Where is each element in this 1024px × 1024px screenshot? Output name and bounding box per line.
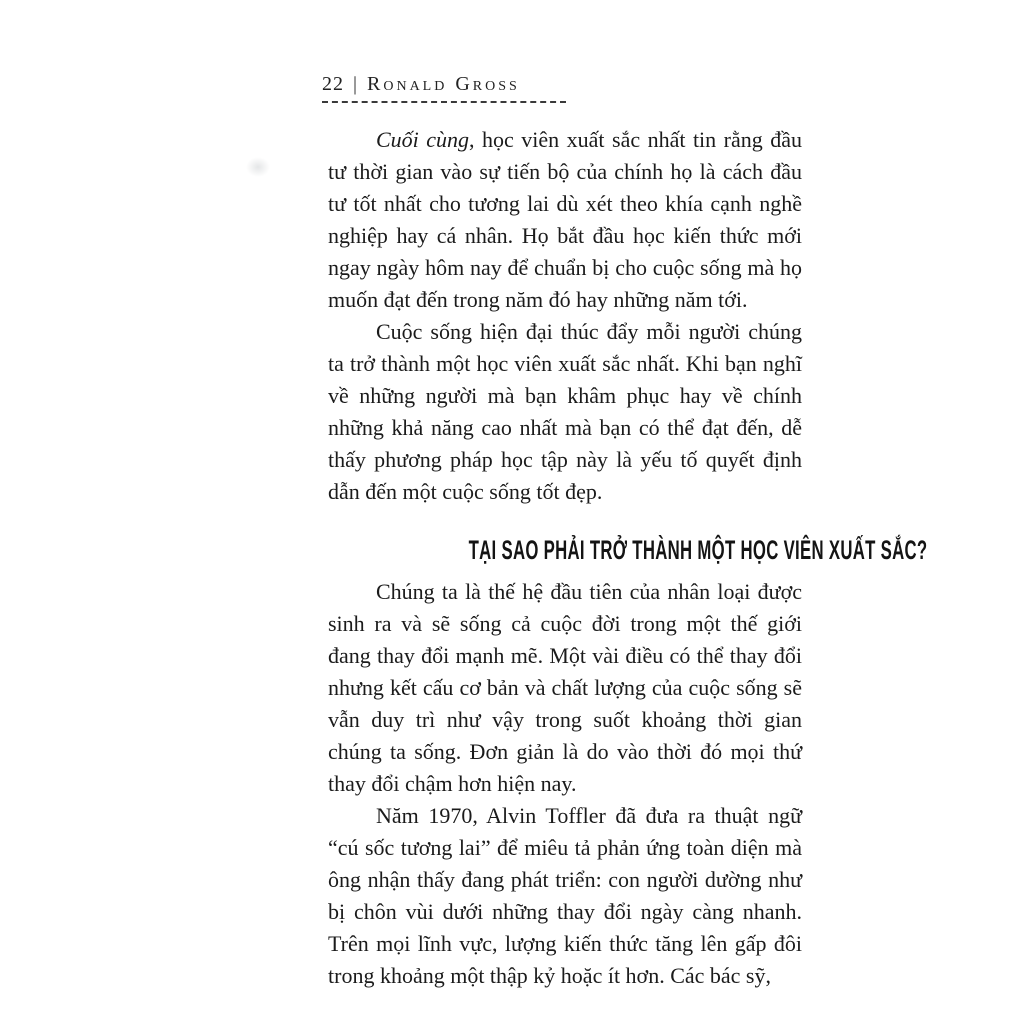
page-number: 22 (322, 73, 344, 95)
running-title: Ronald Gross (367, 73, 520, 95)
paragraph-1 (328, 124, 802, 316)
header-dashed-rule (322, 101, 566, 103)
scan-smudge-artifact (246, 157, 270, 177)
paragraph-2: Cuộc sống hiện đại thúc đẩy mỗi người chúng ta trở thành một học viên xuất sắc nhất. Khi bạn nghĩ về những người mà bạn khâm phục hay về chính những khả năng cao nhất mà bạn có thể đạt đến, dễ thấy phương pháp học tập này là yếu tố quyết định dẫn đến một cuộc sống tốt đẹp. (328, 319, 802, 504)
paragraph-4: Năm 1970, Alvin Toffler đã đưa ra thuật ngữ “cú sốc tương lai” để miêu tả phản ứng toàn diện mà ông nhận thấy đang phát triển: con người dường như bị chôn vùi dưới những thay đổi ngày càng nhanh. Trên mọi lĩnh vực, lượng kiến thức tăng lên gấp đôi trong khoảng một thập kỷ hoặc ít hơn. Các bác sỹ, (328, 803, 802, 988)
section-heading (328, 532, 928, 568)
running-header (322, 73, 566, 96)
text-column (328, 124, 928, 992)
paragraph-3: Chúng ta là thế hệ đầu tiên của nhân loại được sinh ra và sẽ sống cả cuộc đời trong một thế giới đang thay đổi mạnh mẽ. Một vài điều có thể thay đổi nhưng kết cấu cơ bản và chất lượng của cuộc sống sẽ vẫn duy trì như vậy trong suốt khoảng thời gian chúng ta sống. Đơn giản là do vào thời đó mọi thứ thay đổi chậm hơn hiện nay. (328, 579, 802, 796)
header-divider: | (353, 73, 358, 95)
italic-lead-phrase: Cuối cùng (376, 127, 470, 152)
section-heading-text: TẠI SAO PHẢI TRỞ THÀNH MỘT HỌC VIÊN XUẤT SẮC? (468, 535, 928, 565)
paragraph-1-text: , học viên xuất sắc nhất tin rằng đầu tư thời gian vào sự tiến bộ của chính họ là cách đầu tư tốt nhất cho tương lai dù xét theo khía cạnh nghề nghiệp hay cá nhân. Họ bắt đầu học kiến thức mới ngay ngày hôm nay để chuẩn bị cho cuộc sống mà họ muốn đạt đến trong năm đó hay những năm tới. (328, 127, 802, 312)
page-header (322, 73, 566, 103)
